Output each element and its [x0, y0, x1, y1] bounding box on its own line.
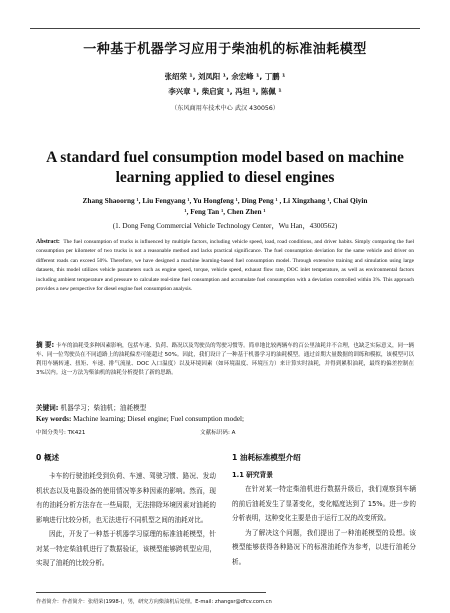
- section-0-paragraph-2: 因此，开发了一种基于机器学习原理的标准油耗模型，针对某一特定柴油机进行了数据验证，该模型能够跨机型应用，实现了油耗的比较分析。: [36, 530, 216, 567]
- classification-number: 中图分类号: TK421: [36, 430, 86, 436]
- right-column: [232, 452, 416, 569]
- chinese-authors-line1: 张绍荣 ¹, 刘凤阳 ¹, 余宏峰 ¹, 丁鹏 ¹: [164, 72, 286, 81]
- english-keywords-text: Machine learning; Diesel engine; Fuel consumption model;: [73, 415, 245, 423]
- abstract-label: Abstract:: [36, 239, 60, 245]
- english-affiliation: (1. Dong Feng Commercial Vehicle Technology Center，Wu Han，4300562): [112, 222, 338, 230]
- section-1-paragraph-1: 在针对某一特定柴油机进行数据升级后，我们观察到车辆的前后油耗发生了显著变化，变化幅度达到了 15%。进一步的分析表明，这种变化主要是由于运行工况的改变所致。: [232, 485, 416, 522]
- footnote-rule: [36, 592, 266, 593]
- english-title-line1: A standard fuel consumption model based on machine: [46, 149, 404, 166]
- left-column: [36, 452, 216, 571]
- english-keywords: [36, 415, 244, 423]
- section-0-heading: 0 概述: [36, 453, 60, 462]
- chinese-affiliation: （东风商用车技术中心 武汉 430056）: [171, 105, 279, 112]
- english-authors-line1: Zhang Shaoorng ¹, Liu Fengyang ¹, Yu Hongfeng ¹, Ding Peng ¹ , Li Xingzhang ¹, Chai Qiyin: [82, 196, 368, 205]
- chinese-keywords-text: 机器学习；柴油机；油耗模型: [60, 404, 147, 412]
- chinese-abstract-text: 卡车的油耗受多种因素影响，包括车速、负荷、路况以及驾驶员的驾驶习惯等。简单地比较两辆车的百公里油耗并不合理，也缺乏实际意义，同一辆车、同一位驾驶员在不同道路上的油耗偏差可能超过 50%。因此，我们设计了一种基于机器学习的油耗模型。通过首期大量数据的训练和模拟，该模型可以利用车辆转速、扭矩、车速、排气流量、DOC 入口温度）以及环境因素（如环境温度、环境压力）来计算实时油耗，并得到累积油耗，最终的偏差控制在 3%以内。这一方法为柴油机的油耗分析提供了新的思路。: [36, 343, 415, 377]
- chinese-authors-line2: 李兴章 ¹, 柴启寅 ¹, 冯坦 ¹, 陈佩 ¹: [168, 87, 282, 96]
- author-footnote: 作者简介：作者简介：张绍荣(1998-)，男，研究方向柴油机后处理。E-mail: zhangsr@dfcv.com.cn: [36, 599, 272, 605]
- chinese-keywords: [36, 402, 146, 412]
- chinese-abstract: [36, 341, 414, 378]
- english-title: [0, 148, 450, 188]
- english-keywords-label: Key words:: [36, 415, 72, 423]
- english-authors-line2: ¹, Feng Tan ¹, Chen Zhen ¹: [184, 207, 266, 216]
- chinese-abstract-label: 摘 要:: [36, 341, 55, 349]
- english-abstract: [36, 238, 414, 295]
- section-1-1-heading: 1.1 研究背景: [232, 471, 273, 479]
- abstract-text: The fuel consumption of trucks is influenced by multiple factors, including vehicle speed, load, road conditions, and driver habits. Simply comparing the fuel consumption per kilometer of two trucks is not a reasonable method and lacks practical significance. The fuel consumption deviation for the same vehicle and driver on different roads can exceed 50%. Therefore, we have designed a machine learning-based fuel consumption model. Through extensive training and simulation using large datasets, this model utilizes vehicle parameters such as engine speed, torque, vehicle speed, exhaust flow rate, DOC inlet temperature, as well as environmental factors including ambient temperature and pressure to calculate real-time fuel consumption and accumulate fuel consumption with a deviation controlled within 3%. This approach provides a new perspective for diesel engine fuel consumption analysis.: [36, 239, 414, 293]
- chinese-title: 一种基于机器学习应用于柴油机的标准油耗模型: [83, 42, 367, 57]
- top-rule: [30, 28, 420, 29]
- document-code: 文献标识码: A: [200, 430, 236, 436]
- english-authors: [0, 195, 450, 217]
- english-title-line2: learning applied to diesel engines: [115, 169, 335, 186]
- section-1-heading: 1 油耗标准模型介绍: [232, 453, 301, 462]
- section-0-paragraph-1: 卡车的行驶油耗受到负荷、车速、驾驶习惯、路况、发动机状态以及电器设备的使用情况等多种因素的影响。然而，现有的油耗分析方法存在一些局限，无法排除环境因素对油耗的影响进行比较分析，也无法进行不同机型之间的油耗对比。: [36, 472, 216, 524]
- section-1-paragraph-2: 为了解决这个问题，我们提出了一种油耗模型的设想。该模型能够获得各种路况下的标准油耗作为参考，以进行油耗分析。: [232, 528, 416, 566]
- chinese-keywords-label: 关键词:: [36, 404, 59, 412]
